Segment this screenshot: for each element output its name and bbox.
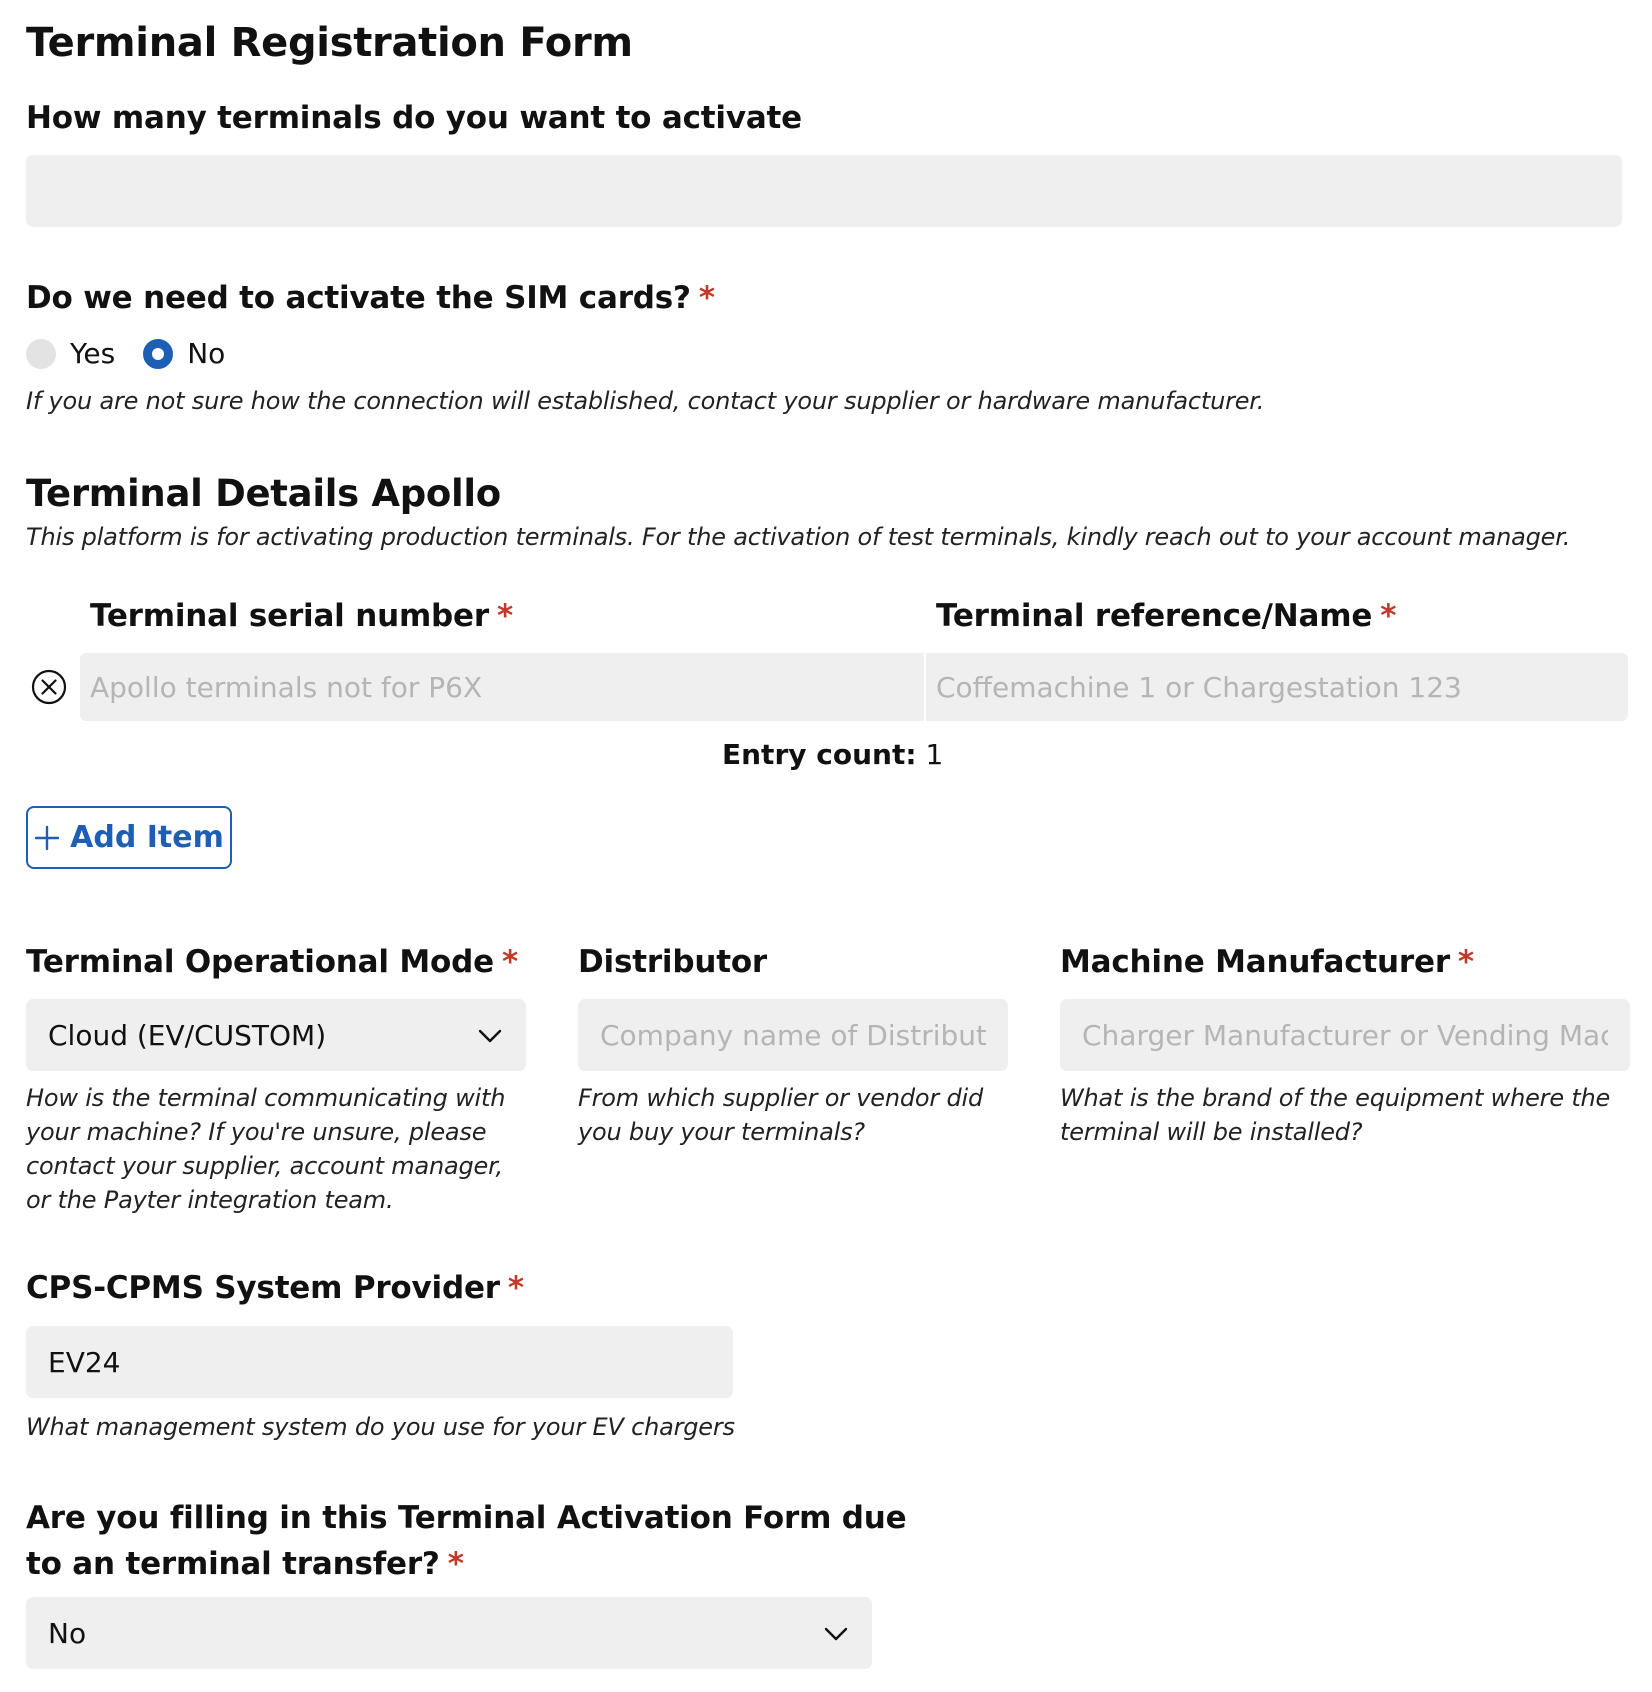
required-marker: * xyxy=(501,944,518,980)
sim-help-text: If you are not sure how the connection will established, contact your supplier or hardware manufacturer. xyxy=(26,387,1265,415)
entry-count-label: Entry count: xyxy=(722,738,917,771)
cpms-label-text: CPS-CPMS System Provider xyxy=(26,1270,500,1306)
required-marker: * xyxy=(698,280,715,316)
sim-radio-group xyxy=(26,337,225,370)
manufacturer-help: What is the brand of the equipment where the terminal will be installed? xyxy=(1060,1084,1611,1146)
serial-number-input[interactable] xyxy=(80,653,924,721)
chevron-down-icon xyxy=(822,1619,850,1647)
sim-radio-no[interactable] xyxy=(143,339,173,369)
manufacturer-input[interactable] xyxy=(1060,999,1630,1071)
terminals-count-label: How many terminals do you want to activate xyxy=(26,100,802,136)
manufacturer-label-text: Machine Manufacturer xyxy=(1060,944,1450,980)
operational-mode-help: How is the terminal communicating with your machine? If you're unsure, please contact your supplier, account manager, or the Payter integration team. xyxy=(26,1084,506,1214)
terminals-count-input[interactable] xyxy=(26,155,1622,227)
reference-name-header xyxy=(936,598,1396,634)
cpms-input[interactable] xyxy=(26,1326,733,1398)
transfer-label xyxy=(26,1495,906,1587)
operational-mode-select[interactable] xyxy=(26,999,526,1071)
distributor-label: Distributor xyxy=(578,944,768,980)
reference-name-header-text: Terminal reference/Name xyxy=(936,598,1373,634)
transfer-value: No xyxy=(48,1616,87,1650)
manufacturer-label xyxy=(1060,944,1474,980)
entry-count-value: 1 xyxy=(925,738,944,771)
transfer-label-line1: Are you filling in this Terminal Activation Form due xyxy=(26,1500,907,1536)
required-marker: * xyxy=(507,1270,524,1306)
reference-name-input[interactable] xyxy=(926,653,1628,721)
sim-question-label xyxy=(26,280,715,316)
distributor-help: From which supplier or vendor did you buy your terminals? xyxy=(578,1084,983,1146)
page-title: Terminal Registration Form xyxy=(26,20,633,66)
sim-question-text: Do we need to activate the SIM cards? xyxy=(26,280,691,316)
required-marker: * xyxy=(447,1546,464,1582)
plus-icon xyxy=(34,825,60,851)
operational-mode-label-text: Terminal Operational Mode xyxy=(26,944,494,980)
remove-row-button[interactable] xyxy=(30,668,68,706)
chevron-down-icon xyxy=(476,1021,504,1049)
transfer-select[interactable] xyxy=(26,1597,872,1669)
required-marker: * xyxy=(1380,598,1397,634)
distributor-input[interactable] xyxy=(578,999,1008,1071)
add-item-label: Add Item xyxy=(70,820,224,855)
operational-mode-value: Cloud (EV/CUSTOM) xyxy=(48,1018,327,1052)
required-marker: * xyxy=(496,598,513,634)
sim-radio-yes-label: Yes xyxy=(70,337,116,370)
serial-number-header xyxy=(90,598,513,634)
serial-number-header-text: Terminal serial number xyxy=(90,598,489,634)
entry-count xyxy=(722,738,943,771)
sim-radio-no-label: No xyxy=(187,337,226,370)
operational-mode-label xyxy=(26,944,518,980)
transfer-label-line2: to an terminal transfer? xyxy=(26,1546,440,1582)
transfer-label-line2-row xyxy=(26,1541,906,1587)
add-item-button[interactable] xyxy=(26,806,232,869)
required-marker: * xyxy=(1457,944,1474,980)
terminal-details-subtitle: This platform is for activating production terminals. For the activation of test terminals, kindly reach out to your account manager. xyxy=(26,523,1571,551)
cpms-label xyxy=(26,1270,524,1306)
close-circle-icon xyxy=(30,668,68,706)
sim-radio-yes[interactable] xyxy=(26,339,56,369)
cpms-help: What management system do you use for your EV chargers xyxy=(26,1413,735,1441)
terminal-details-title: Terminal Details Apollo xyxy=(26,472,501,515)
